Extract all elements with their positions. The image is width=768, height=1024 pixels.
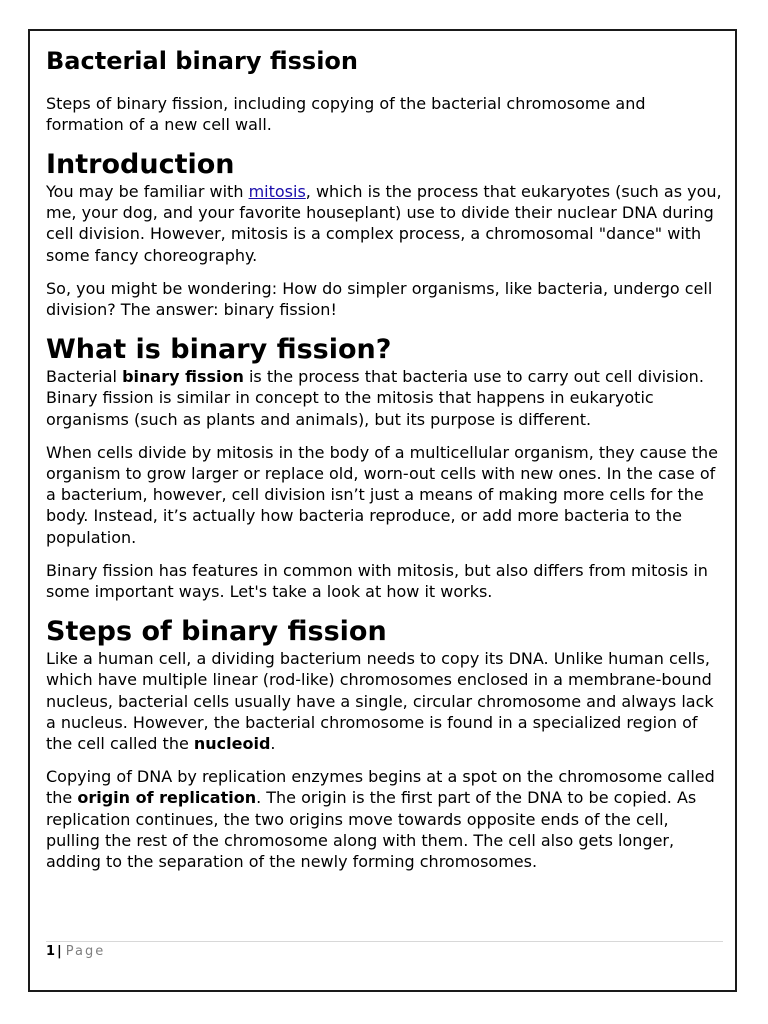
term-origin-of-replication: origin of replication [77, 788, 257, 808]
what-paragraph-3: Binary fission has features in common with mitosis, but also differs from mitosis in some important ways. Let's take a look at how it works. [46, 560, 708, 602]
footer-divider [46, 941, 723, 942]
heading-what-is-binary-fission: What is binary fission? [46, 334, 392, 366]
footer-separator: | [57, 944, 62, 959]
document-title: Bacterial binary fission [46, 47, 358, 75]
document-body [46, 45, 722, 872]
page-frame [28, 29, 737, 992]
document-subtitle: Steps of binary fission, including copying of the bacterial chromosome and formation of a new cell wall. [46, 94, 646, 134]
page-number: 1 [46, 944, 56, 959]
page-footer [46, 943, 105, 961]
steps-paragraph-1: Like a human cell, a dividing bacterium needs to copy its DNA. Unlike human cells, which have multiple linear (rod-like) chromosomes enclosed in a membrane-bound nucleus, bacterial cells usually have a single, circular chromosome and always lack a nucleus. However, the bacterial chromosome is found in a specialized region of the cell called the nucleoid. [46, 649, 714, 754]
intro-paragraph-2: So, you might be wondering: How do simpler organisms, like bacteria, undergo cell division? The answer: binary fission! [46, 278, 713, 320]
heading-steps-of-binary-fission: Steps of binary fission [46, 616, 387, 648]
what-paragraph-2: When cells divide by mitosis in the body of a multicellular organism, they cause the organism to grow larger or replace old, worn-out cells with new ones. In the case of a bacterium, however, cell division isn’t just a means of making more cells for the body. Instead, it’s actually how bacteria reproduce, or add more bacteria to the population. [46, 442, 718, 547]
steps-paragraph-2: Copying of DNA by replication enzymes begins at a spot on the chromosome called the origin of replication. The origin is the first part of the DNA to be copied. As replication continues, the two origins move towards opposite ends of the cell, pulling the rest of the chromosome along with them. The cell also gets longer, adding to the separation of the newly forming chromosomes. [46, 767, 715, 872]
page-label: Page [65, 944, 106, 959]
term-nucleoid: nucleoid [193, 734, 271, 754]
term-binary-fission: binary fission [122, 367, 244, 387]
what-paragraph-1: Bacterial binary fission is the process that bacteria use to carry out cell division. Binary fission is similar in concept to the mitosis that happens in eukaryotic organisms (such as plants and animals), but its purpose is different. [46, 367, 704, 429]
heading-introduction: Introduction [46, 149, 235, 180]
intro-paragraph-1: You may be familiar with mitosis, which is the process that eukaryotes (such as you, me, your dog, and your favorite houseplant) use to divide their nuclear DNA during cell division. However, mitosis is a complex process, a chromosomal "dance" with some fancy choreography. [46, 182, 722, 265]
mitosis-link[interactable]: mitosis [248, 182, 306, 201]
